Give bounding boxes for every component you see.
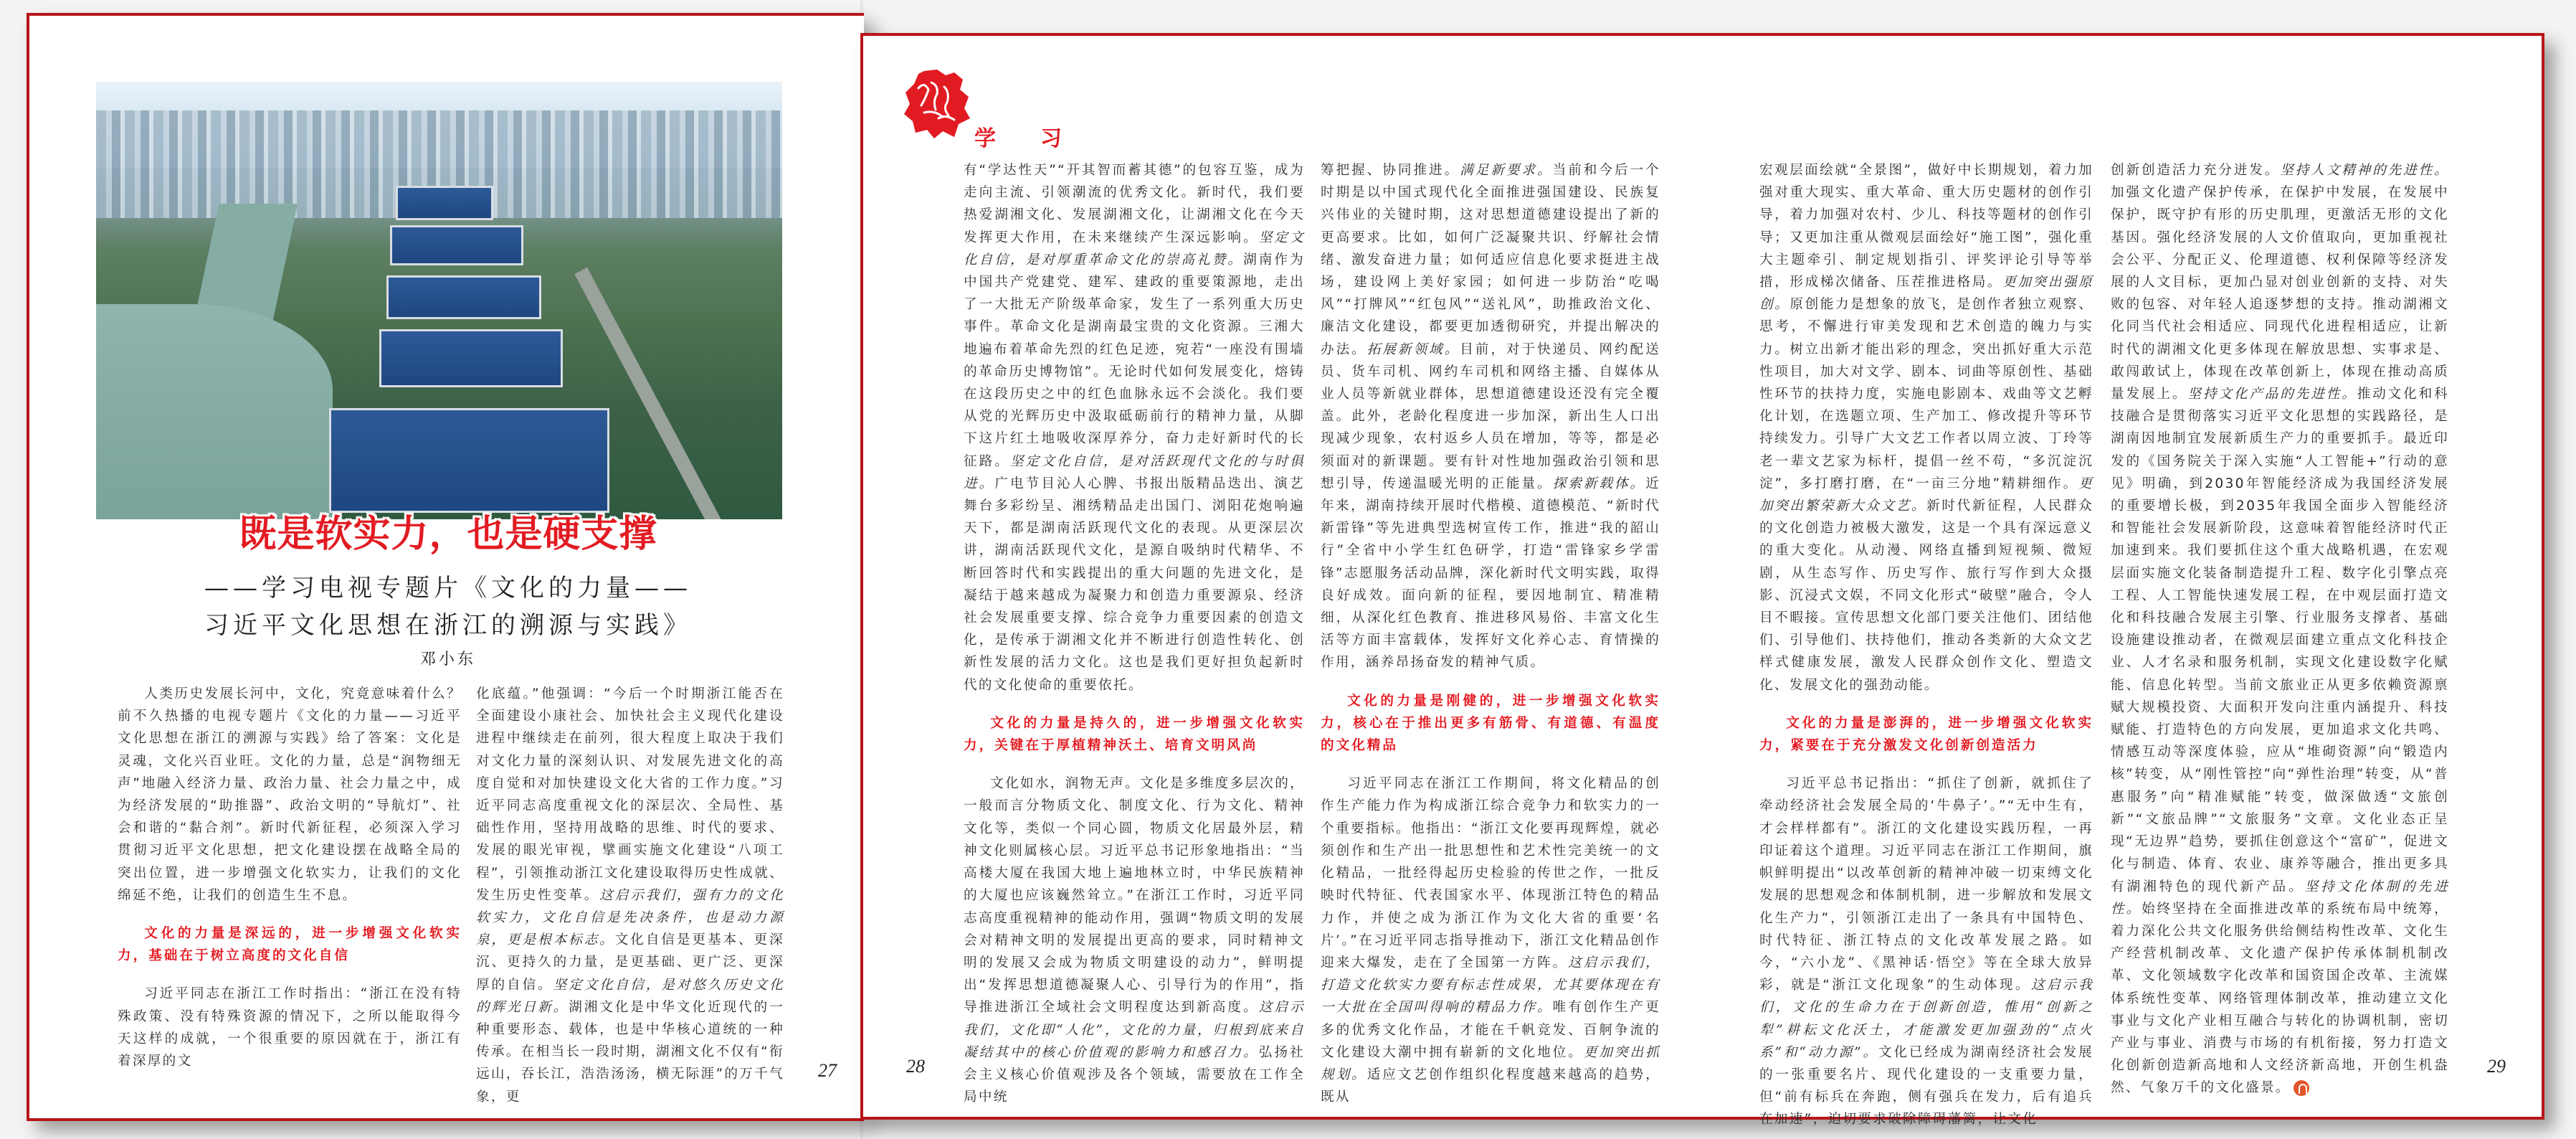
page-28-29	[860, 33, 2544, 1128]
paragraph	[1759, 772, 2093, 1130]
emphasis-text: 坚定文化自信，是对活跃现代文化的与时俱进。	[964, 453, 1305, 491]
text-run: 近年来，湖南持续开展时代楷模、道德模范、“新时代新雷锋”等先进典型选树宣传工作，推进“我的韶山行”全省中小学生红色研学，打造“雷锋家乡学雷锋”志愿服务活动品牌，深化新时代文明实践，取得良好成效。面向新的征程，要因地制宜、精准精细，从深化红色教育、推进移风易俗、丰富文化生活等方面丰富载体，发挥好文化养心志、育情操的作用，涵养昂扬奋发的精神气质。	[1321, 476, 1660, 671]
text-run: 习近平总书记指出：“抓住了创新，就抓住了牵动经济社会发展全局的‘牛鼻子’。”“无中生有，才会样样都有”。浙江的文化建设实践历程，一再印证着这个道理。习近平同志在浙江工作期间，旗帜鲜明提出“以改革创新的精神冲破一切束缚文化发展的思想观念和体制机制，进一步解放和发展文化生产力”，引领浙江走出了一条具有中国特色、时代特征、浙江特点的文化改革发展之路。如今，“六小龙”、《黑神话·悟空》等在全球大放异彩，就是“浙江文化现象”的生动体现。	[1759, 776, 2093, 993]
text-run: 加强文化遗产保护传承，在保护中发展，在发展中保护，既守护有形的历史肌理，更激活无形的文化基因。强化经济发展的人文价值取向，更加重视社会公平、分配正义、伦理道德、权利保障等经济发展的人文目标，更加凸显对创业创新的支持、对失败的包容、对年轻人追逐梦想的支持。推动湖湘文化同当代社会相适应、同现代化进程相适应，让新时代的湖湘文化更多体现在解放思想、实事求是、敢闯敢试上，体现在改革创新上，体现在推动高质量发展上。	[2111, 185, 2449, 402]
text-run: 目前，对于快递员、网约配送员、货车司机、网约车司机和网络主播、自媒体从业人员等新就业群体，思想道德建设还没有完全覆盖。此外，老龄化程度进一步加深，新出生人口出现减少现象，农村返乡人员在增加，等等，都是必须面对的新课题。要有针对性地加强政治引领和思想引导，传递温暖光明的正能量。	[1321, 341, 1660, 491]
paragraph: 人类历史发展长河中，文化，究竟意味着什么？前不久热播的电视专题片《文化的力量——习近平文化思想在浙江的溯源与实践》给了答案：文化是灵魂，文化兴百业旺。文化的力量，总是“润物细无声”地融入经济力量、政治力量、社会力量之中，成为经济发展的“助推器”、政治文明的“导航灯”、社会和谐的“黏合剂”。新时代新征程，必须深入学习贯彻习近平文化思想，把文化建设摆在战略全局的突出位置，进一步增强文化软实力，让我们的文化绵延不绝，让我们的创造生生不息。	[118, 686, 462, 903]
xinxiang-pinglun-logo-icon	[903, 68, 971, 140]
article-headline: 既是软实力，也是硬支撑	[239, 512, 657, 556]
text-run: 湖南作为中国共产党建党、建军、建政的重要策源地，走出了一大批无产阶级革命家，发生了一系列重大历史事件。革命文化是湖南最宝贵的文化资源。三湘大地遍布着革命先烈的红色足迹，宛若“一座没有围墙的革命历史博物馆”。无论时代如何发展变化，熔铸在这段历史之中的红色血脉永远不会淡化。我们要从党的光辉历史中汲取砥砺前行的精神力量，从脚下这片红土地吸收深厚养分，奋力走好新时代的长征路。	[964, 252, 1306, 469]
emphasis-text: 这启示我们，文化即“人化”，文化的力量，归根到底来自凝结其中的核心价值观的影响力和感召力。	[964, 1000, 1306, 1060]
paragraph	[1321, 159, 1660, 674]
section-heading: 文化的力量是深远的，进一步增强文化软实力，基础在于树立高度的文化自信	[118, 926, 462, 964]
emphasis-text: 这启示我们，强有力的文化软实力，文化自信是先决条件，也是动力源泉，更是根本标志。	[476, 887, 784, 948]
paragraph	[964, 772, 1305, 1108]
emphasis-text: 满足新要求。	[1460, 163, 1553, 178]
emphasis-text: 探索新载体。	[1552, 476, 1646, 491]
column-label	[974, 120, 1062, 152]
paragraph	[1321, 772, 1660, 1108]
text-run: 筹把握、协同推进。	[1321, 163, 1460, 178]
text-run: 有“学达性天”“开其智而蓄其德”的包容互鉴，成为走向主流、引领潮流的优秀文化。新时代，我们要热爱湖湘文化、发展湖湘文化，让湖湘文化在今天发挥更大作用，在未来继续产生深远影响。	[964, 163, 1305, 245]
photo-building	[390, 225, 523, 265]
page-27	[27, 13, 864, 1121]
photo-building	[396, 186, 493, 220]
article-subtitle-line2: 习近平文化思想在浙江的溯源与实践》	[204, 611, 692, 640]
text-run: 广电节目沁人心脾、书报出版精品迭出、演艺舞台多彩纷呈、湘绣精品走出国门、浏阳花炮响遍天下，都是湖南活跃现代文化的表现。从更深层次讲，湖南活跃现代文化，是源自吸纳时代精华、不断回答时代和实践提出的重大问题的先进文化，是凝结于越来越成为凝聚力和创造力重要源泉、经济社会发展重要支撑、综合竞争力重要因素的创造文化，是传承于湖湘文化并不断进行创造性转化、创新性发展的活力文化。这也是我们更好担负起新时代的文化使命的重要依托。	[964, 476, 1305, 693]
paragraph	[2111, 159, 2449, 1100]
text-column	[964, 159, 1305, 1108]
emphasis-text: 这启示我们，文化的生命力在于创新创造，惟用“创新之犁”耕耘文化沃土，才能激发更加强劲的“点火系”和“动力源”。	[1759, 978, 2093, 1060]
text-run: 文化已经成为湖南经济社会发展的一张重要名片、现代化建设的一支重要力量，但“前有标兵在奔跑，侧有强兵在发力，后有追兵在加速”，迫切要求破除障碍藩篱，让文化	[1759, 1044, 2094, 1128]
text-run: 弘扬社会主义核心价值观涉及各个领域，需要放在工作全局中统	[964, 1044, 1306, 1105]
page-number: 27	[818, 1060, 837, 1081]
text-run: 原创能力是想象的放飞，是创作者独立观察、思考，不懈进行审美发现和艺术创造的魄力与实力。树立出新才能出彩的理念，突出抓好重大示范性项目，加大对文学、剧本、词曲等原创性、基础性环节的扶持力度，实施电影剧本、戏曲等文艺孵化计划，在选题立项、生产加工、修改提升等环节持续发力。引导广大文艺工作者以周立波、丁玲等老一辈文艺家为标杆，提倡一丝不苟，“多沉淀沉淀”，多打磨打磨，在“一亩三分地”精耕细作。	[1759, 297, 2093, 491]
page-number: 29	[2487, 1056, 2506, 1077]
aerial-photo	[96, 82, 782, 519]
paragraph	[476, 683, 784, 1108]
section-heading: 文化的力量是澎湃的，进一步增强文化软实力，紧要在于充分激发文化创新创造活力	[1759, 715, 2093, 754]
text-run: 适应文艺创作组织化程度越来越高的趋势，既从	[1321, 1067, 1660, 1105]
emphasis-text: 这启示我们，打造文化软实力要有标志性成果，尤其要体现在有一大批在全国叫得响的精品力作。	[1321, 955, 1660, 1016]
section-heading: 文化的力量是持久的，进一步增强文化软实力，关键在于厚植精神沃土、培育文明风尚	[964, 715, 1305, 754]
page-number: 28	[906, 1056, 925, 1077]
paragraph: 习近平同志在浙江工作时指出：“浙江在没有特殊政策、没有特殊资源的情况下，之所以能取得今天这样的成就，一个很重要的原因就在于，浙江有着深厚的文	[118, 986, 462, 1069]
text-column	[1321, 159, 1660, 1108]
photo-building	[329, 408, 609, 513]
article-subtitle-line1: ——学习电视专题片《文化的力量——	[204, 574, 692, 602]
emphasis-text: 更加突出繁荣新大众文艺。	[1759, 476, 2093, 514]
emphasis-text: 更加突出强原创。	[1759, 275, 2093, 313]
text-run: 当前和今后一个时期是以中国式现代化全面推进强国建设、民族复兴伟业的关键时期，这对思想道德建设提出了新的更高要求。比如，如何广泛凝聚共识、纾解社会情绪、激发奋进力量；如何适应信息化要求挺进主战场，建设网上美好家园；如何进一步防治“吃喝风”“打牌风”“红包风”“送礼风”，助推政治文化、廉洁文化建设，都要更加透彻研究，并提出解决的办法。	[1321, 163, 1660, 357]
column-label-char: 习	[1040, 126, 1062, 151]
text-run: 新时代新征程，人民群众的文化创造力被极大激发，这是一个具有深远意义的重大变化。从动漫、网络直播到短视频、微短剧，从生态写作、历史写作、旅行写作到大众摄影、沉浸式文娱，不同文化形式“破壁”融合，令人目不暇接。宣传思想文化部门要关注他们、团结他们、引导他们、扶持他们，推动各类新的大众文艺样式健康发展，激发人民群众创作文化、塑造文化、发展文化的强劲动能。	[1759, 498, 2093, 693]
text-run: 唯有创作生产更多的优秀文化作品，才能在千帆竞发、百舸争流的文化建设大潮中拥有崭新的文化地位。	[1321, 1000, 1660, 1060]
text-run: 习近平同志在浙江工作期间，将文化精品的创作生产能力作为构成浙江综合竞争力和软实力的一个重要指标。他指出：“浙江文化要再现辉煌，就必须创作和生产出一批思想性和艺术性完美统一的文化精品，一批经得起历史检验的传世之作，一批反映时代特征、代表国家水平、体现浙江特色的精品力作，并使之成为浙江作为文化大省的重要‘名片’。”在习近平同志指导推动下，浙江文化精品创作迎来大爆发，走在了全国第一方阵。	[1321, 776, 1660, 970]
paragraph	[1759, 159, 2093, 696]
emphasis-text: 坚持文化体制的先进性。	[2111, 879, 2450, 917]
emphasis-text: 更加突出抓规划。	[1321, 1044, 1660, 1082]
text-column	[118, 683, 462, 1072]
text-run: 始终坚持在全面推进改革的系统布局中统筹，着力深化公共文化服务供给侧结构性改革、文化生产经营机制改革、文化遗产保护传承体制机制改革、文化领域数字化改革和国资国企改革、主流媒体系统性变革、网络管理体制改革，推动建立文化事业与文化产业相互融合与转化的协调机制，密切产业与事业、消费与市场的有机衔接，努力打造文化创新创造新高地和人文经济新高地，开创生机盎然、气象万千的文化盛景。	[2111, 901, 2449, 1096]
photo-building	[379, 329, 563, 387]
emphasis-text: 坚定文化自信，是对厚重革命文化的崇高礼赞。	[964, 230, 1306, 268]
emphasis-text: 坚持人文精神的先进性。	[2280, 163, 2449, 178]
text-run: 宏观层面绘就“全景图”，做好中长期规划，着力加强对重大现实、重大革命、重大历史题材的创作引导，着力加强对农村、少儿、科技等题材的创作引导；又更加注重从微观层面绘好“施工图”，强化重大主题牵引、制定规划指引、评奖评论引导等举措，形成梯次储备、压茬推进格局。	[1759, 163, 2093, 290]
text-run: 文化自信是更基本、更深沉、更持久的力量，是更基础、更广泛、更深厚的自信。	[476, 932, 784, 993]
emphasis-text: 坚定文化自信，是对悠久历史文化的辉光日新。	[476, 977, 784, 1015]
author-byline: 邓小东	[419, 651, 476, 668]
section-heading: 文化的力量是刚健的，进一步增强文化软实力，核心在于推出更多有筋骨、有道德、有温度的文化精品	[1321, 693, 1660, 754]
photo-building	[386, 275, 541, 319]
text-run: 化底蕴。”他强调：“今后一个时期浙江能否在全面建设小康社会、加快社会主义现代化建设进程中继续走在前列，很大程度上取决于我们对文化力量的深刻认识、对发展先进文化的高度自觉和对加快建设文化大省的工作力度。”习近平同志高度重视文化的深层次、全局性、基础性作用，坚持用战略的思维、时代的要求、发展的眼光审视，擘画实施文化建设“八项工程”，引领推动浙江文化建设取得历史性成就、发生历史性变革。	[476, 686, 784, 903]
emphasis-text: 拓展新领域。	[1367, 341, 1460, 357]
photo-river	[96, 304, 333, 519]
text-run: 湖湘文化是中华文化近现代的一种重要形态、载体，也是中华核心道统的一种传承。在相当长一段时期，湖湘文化不仅有“衔远山，吞长江，浩浩汤汤，横无际涯”的万千气象，更	[476, 999, 784, 1105]
paragraph	[964, 159, 1305, 696]
column-label-char: 学	[974, 126, 996, 151]
text-run: 推动文化和科技融合是贯彻落实习近平文化思想的实践路径，是湖南因地制宜发展新质生产力的重要抓手。最近印发的《国务院关于深入实施“人工智能+”行动的意见》明确，到2030年智能经济成为我国经济发展的重要增长极，到2035年我国全面步入智能经济和智能社会发展新阶段，这意味着智能经济时代正加速到来。我们要抓住这个重大战略机遇，在宏观层面实施文化装备制造提升工程、数字化引擎点亮工程、人工智能快速发展工程，在中观层面打造文化和科技融合发展主引擎、行业服务支撑者、基础设施建设推动者，在微观层面建立重点文化科技企业、人才名录和服务机制，实现文化建设数字化赋能、信息化转型。当前文旅业正从更多依赖资源禀赋大规模投资、大面积开发向注重内涵提升、科技赋能、打造特色的方向发展，更加追求文化共鸣、情感互动等深度体验，应从“堆砌资源”向“锻造内核”转变，从“刚性管控”向“弹性治理”转变，从“普惠服务”向“精准赋能”转变，做深做透“文旅创新”“文旅品牌”“文旅服务”文章。文化业态正呈现“无边界”趋势，要抓住创意这个“富矿”，促进文化与制造、体育、农业、康养等融合，推出更多具有湖湘特色的现代新产品。	[2111, 387, 2449, 894]
text-run: 创新创造活力充分迸发。	[2111, 163, 2281, 178]
text-column	[1759, 159, 2093, 1131]
text-column	[476, 683, 784, 1108]
emphasis-text: 坚持文化产品的先进性。	[2187, 387, 2357, 402]
article-end-mark-icon	[2294, 1080, 2309, 1096]
text-column	[2111, 159, 2449, 1100]
text-run: 文化如水，润物无声。文化是多维度多层次的，一般而言分物质文化、制度文化、行为文化、精神文化等，类似一个同心圆，物质文化居最外层，精神文化则属核心层。习近平总书记形象地指出：“当高楼大厦在我国大地上遍地林立时，中华民族精神的大厦也应该巍然耸立。”在浙江工作时，习近平同志高度重视精神的能动作用，强调“物质文明的发展会对精神文明的发展提出更高的要求，同时精神文明的发展又会成为物质文明建设的动力”，鲜明提出“发挥思想道德凝聚人心、引导行为的作用”，指导推进浙江全域社会文明程度达到新高度。	[964, 776, 1305, 1016]
